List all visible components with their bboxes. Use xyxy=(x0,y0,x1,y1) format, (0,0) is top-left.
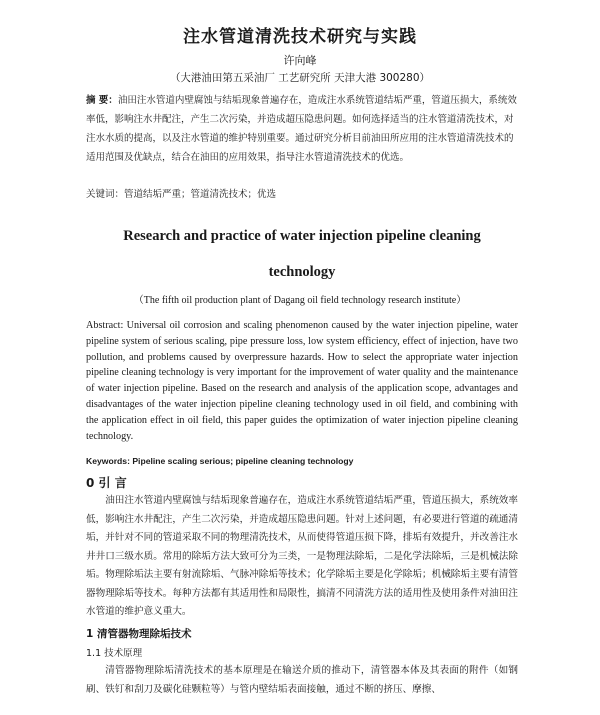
keywords-en xyxy=(86,456,518,466)
abstract-en xyxy=(86,318,518,444)
section-1-1-paragraph: 清管器物理除垢清洗技术的基本原理是在输送介质的推动下，清管器本体及其表面的附件（如钢刷、铁钉和刮刀及碳化硅颗粒等）与管内壁结垢表面接触，通过不断的挤压、摩擦、 xyxy=(86,665,518,695)
abstract-zh-label: 摘 要： xyxy=(86,95,118,106)
section-1-heading: 1 清管器物理除垢技术 xyxy=(86,628,192,640)
paper-title-zh: 注水管道清洗技术研究与实践 xyxy=(183,27,417,47)
section-1-1-body xyxy=(86,662,518,699)
section-1-1-heading: 1.1 技术原理 xyxy=(86,648,143,659)
affiliation-en: （The fifth oil production plant of Dagang oil field technology research institute） xyxy=(133,295,467,306)
keywords-zh-label: 关键词： xyxy=(86,189,125,200)
abstract-zh-text: 油田注水管道内壁腐蚀与结垢现象普遍存在，造成注水系统管道结垢严重，管道压损大，系统效率低，影响注水井配注，产生二次污染，并造成超压隐患问题。如何选择适当的注水管道清洗技术，对注水水质的提高，以及注水管道的维护特别重要。通过研究分析目前油田所应用的注水管道清洗技术的适用范围及优缺点，结合在油田的应用效果，指导注水管道清洗技术的优选。 xyxy=(86,95,517,163)
paper-title-en xyxy=(86,218,518,290)
paper-title-en-line2: technology xyxy=(268,264,336,280)
abstract-en-text: Universal oil corrosion and scaling phenomenon caused by the water injection pipeline, water pipeline system of serious scaling, pipe pressure loss, low system efficiency, effect of injection, have two pollution, and problems caused by overpressure hazards. How to select the appropriate water injection pipeline cleaning technology is very important for the improvement of water quality and the maintenance of water injection pipeline. Based on the research and analysis of the application scope, advantages and disadvantages of the water injection pipeline cleaning technology used in oil field, and combining with the application effect in oil field, this paper guides the optimization of water injection pipeline cleaning technology. xyxy=(86,320,518,442)
paper-title-en-line1: Research and practice of water injection pipeline cleaning xyxy=(123,228,481,244)
abstract-zh xyxy=(86,91,518,167)
keywords-en-text: Pipeline scaling serious; pipeline cleaning technology xyxy=(132,456,354,466)
section-0-body xyxy=(86,492,518,622)
author-name: 许向峰 xyxy=(283,54,317,67)
keywords-zh-text: 管道结垢严重；管道清洗技术；优选 xyxy=(124,189,277,200)
section-0-heading: 0 引 言 xyxy=(86,476,127,490)
affiliation-zh: （大港油田第五采油厂 工艺研究所 天津大港 300280） xyxy=(169,72,431,84)
abstract-en-label: Abstract: xyxy=(86,320,124,331)
section-0-paragraph: 油田注水管道内壁腐蚀与结垢现象普遍存在，造成注水系统管道结垢严重，管道压损大，系统效率低，影响注水井配注，产生二次污染，并造成超压隐患问题。针对上述问题，有必要进行管道的疏通清垢，并针对不同的管道采取不同的物理清洗技术，从而使得管道压损下降，排垢有效提升，并改善注水井井口三级水质。常用的除垢方法大致可分为三类，一是物理法除垢，二是化学法除垢，三是机械法除垢。物理除垢法主要有射流除垢、气脉冲除垢等技术；化学除垢主要是化学除垢；机械除垢主要有清管器物理除垢等技术。每种方法都有其适用性和局限性，搞清不同清洗方法的适用性及使用条件对油田注水管道的维护意义重大。 xyxy=(86,495,518,617)
keywords-en-label: Keywords: xyxy=(86,456,130,466)
keywords-zh xyxy=(86,186,518,200)
